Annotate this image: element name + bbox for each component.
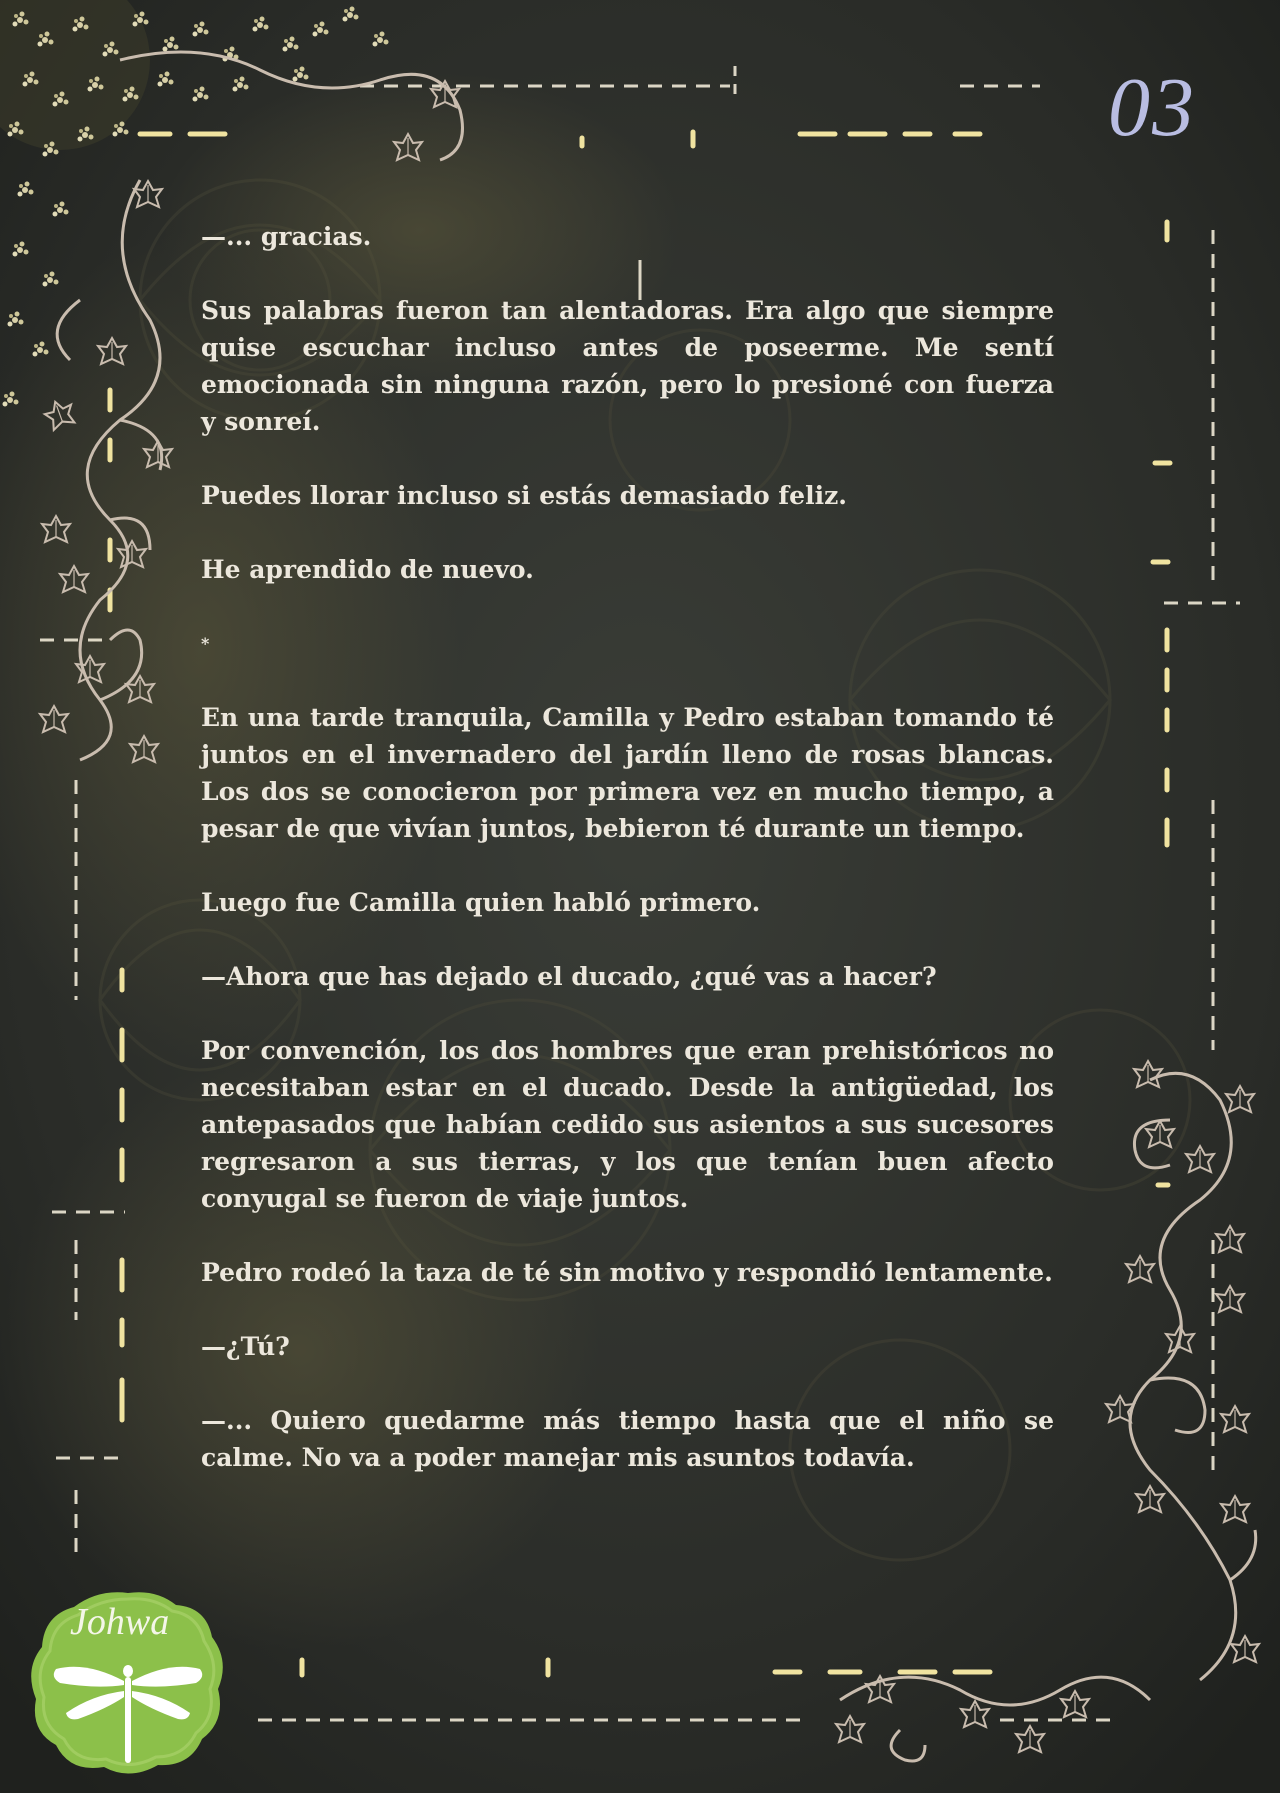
scene-break: * (201, 634, 210, 653)
paragraph: Puedes llorar incluso si estás demasiado feliz. (201, 481, 847, 510)
paragraph: Sus palabras fueron tan alentadoras. Era algo que siempre quise escuchar incluso antes de poseerme. Me sentí emocionada sin ninguna razón, pero lo presioné con fuerza y sonreí. (201, 296, 1054, 436)
paragraph: Luego fue Camilla quien habló primero. (201, 888, 761, 917)
paragraph: En una tarde tranquila, Camilla y Pedro estaban tomando té juntos en el invernadero del jardín lleno de rosas blancas. Los dos se conocieron por primera vez en mucho tiempo, a pesar de que vivían juntos, bebieron té durante un tiempo. (201, 703, 1054, 843)
paragraph: —¿Tú? (201, 1332, 290, 1361)
paragraph: Pedro rodeó la taza de té sin motivo y respondió lentamente. (201, 1258, 1053, 1287)
page-number: 03 (1108, 61, 1196, 154)
paragraph: Por convención, los dos hombres que eran prehistóricos no necesitaban estar en el ducado. Desde la antigüedad, los antepasados que habían cedido sus asientos a sus sucesores regresaron a sus tierras, y los que tenían buen afecto conyugal se fueron de viaje juntos. (201, 1036, 1054, 1213)
paragraph: He aprendido de nuevo. (201, 555, 534, 584)
paragraph: —... Quiero quedarme más tiempo hasta que el niño se calme. No va a poder manejar mis asuntos todavía. (201, 1406, 1054, 1472)
paragraph: —Ahora que has dejado el ducado, ¿qué vas a hacer? (201, 962, 937, 991)
story-text (201, 218, 1054, 1513)
logo-label: Johwa (70, 1601, 170, 1643)
paragraph: —... gracias. (201, 222, 372, 251)
